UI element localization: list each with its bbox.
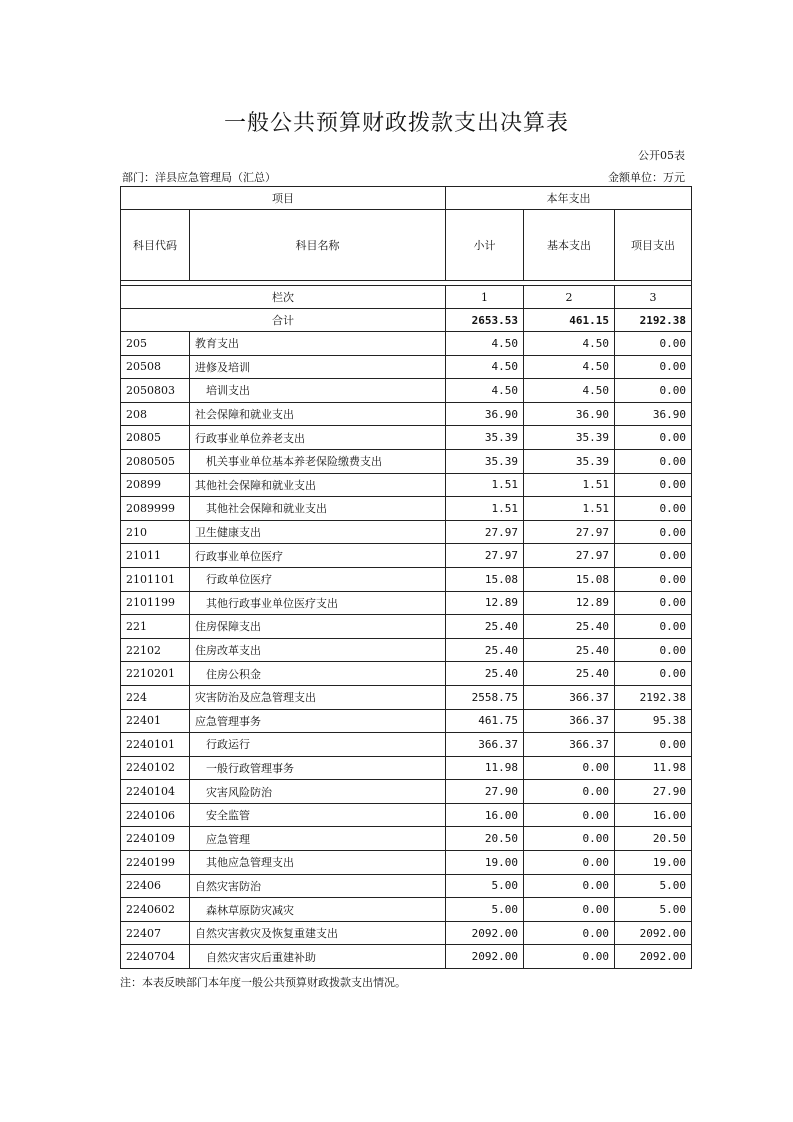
row-code: 2240104 (121, 780, 190, 804)
row-subtotal: 25.40 (446, 615, 524, 639)
row-project: 2192.38 (615, 685, 692, 709)
header-current-year: 本年支出 (446, 187, 692, 210)
table-row (121, 497, 692, 521)
row-basic: 1.51 (524, 473, 615, 497)
row-name: 一般行政管理事务 (190, 756, 446, 780)
row-project: 0.00 (615, 638, 692, 662)
table-row (121, 662, 692, 686)
row-subtotal: 35.39 (446, 449, 524, 473)
row-code: 21011 (121, 544, 190, 568)
row-name: 其他应急管理支出 (190, 851, 446, 875)
table-row (121, 520, 692, 544)
row-project: 2092.00 (615, 945, 692, 969)
row-name: 行政事业单位医疗 (190, 544, 446, 568)
row-code: 22406 (121, 874, 190, 898)
table-row (121, 733, 692, 757)
row-name: 住房改革支出 (190, 638, 446, 662)
row-basic: 0.00 (524, 851, 615, 875)
row-basic: 4.50 (524, 379, 615, 403)
table-row (121, 756, 692, 780)
row-basic: 0.00 (524, 921, 615, 945)
unit-label: 金额单位：万元 (608, 171, 685, 184)
row-project: 20.50 (615, 827, 692, 851)
row-basic: 366.37 (524, 733, 615, 757)
row-name: 其他社会保障和就业支出 (190, 497, 446, 521)
row-subtotal: 4.50 (446, 332, 524, 356)
row-basic: 25.40 (524, 615, 615, 639)
row-project: 0.00 (615, 662, 692, 686)
row-basic: 366.37 (524, 709, 615, 733)
table-row (121, 803, 692, 827)
table-row (121, 709, 692, 733)
row-project: 11.98 (615, 756, 692, 780)
row-basic: 0.00 (524, 803, 615, 827)
row-code: 2240704 (121, 945, 190, 969)
row-subtotal: 25.40 (446, 638, 524, 662)
row-code: 2101199 (121, 591, 190, 615)
row-name: 培训支出 (190, 379, 446, 403)
page-title: 一般公共预算财政拨款支出决算表 (223, 111, 569, 136)
row-name: 机关事业单位基本养老保险缴费支出 (190, 449, 446, 473)
total-subtotal: 2653.53 (446, 309, 524, 332)
row-basic: 4.50 (524, 355, 615, 379)
row-project: 0.00 (615, 473, 692, 497)
row-subtotal: 11.98 (446, 756, 524, 780)
row-code: 20805 (121, 426, 190, 450)
row-name: 行政事业单位养老支出 (190, 426, 446, 450)
row-project: 0.00 (615, 355, 692, 379)
header-row-2 (121, 210, 692, 281)
table-row (121, 591, 692, 615)
row-subtotal: 461.75 (446, 709, 524, 733)
row-name: 教育支出 (190, 332, 446, 356)
row-name: 行政单位医疗 (190, 567, 446, 591)
row-code: 20899 (121, 473, 190, 497)
header-item: 项目 (121, 187, 446, 210)
row-basic: 35.39 (524, 426, 615, 450)
row-basic: 366.37 (524, 685, 615, 709)
row-subtotal: 12.89 (446, 591, 524, 615)
row-name: 安全监管 (190, 803, 446, 827)
row-basic: 0.00 (524, 827, 615, 851)
row-name: 自然灾害灾后重建补助 (190, 945, 446, 969)
lanci-col-2: 2 (524, 286, 615, 309)
header-row-1 (121, 187, 692, 210)
row-project: 0.00 (615, 497, 692, 521)
row-name: 住房保障支出 (190, 615, 446, 639)
row-code: 20508 (121, 355, 190, 379)
row-basic: 4.50 (524, 332, 615, 356)
row-subtotal: 27.90 (446, 780, 524, 804)
row-project: 5.00 (615, 898, 692, 922)
row-subtotal: 5.00 (446, 898, 524, 922)
row-code: 205 (121, 332, 190, 356)
row-code: 2240109 (121, 827, 190, 851)
row-name: 行政运行 (190, 733, 446, 757)
row-code: 22102 (121, 638, 190, 662)
table-row (121, 638, 692, 662)
row-basic: 0.00 (524, 945, 615, 969)
row-project: 0.00 (615, 615, 692, 639)
row-name: 应急管理事务 (190, 709, 446, 733)
department-label: 部门：洋县应急管理局（汇总） (122, 171, 276, 184)
row-subtotal: 5.00 (446, 874, 524, 898)
row-name: 自然灾害救灾及恢复重建支出 (190, 921, 446, 945)
row-subtotal: 27.97 (446, 520, 524, 544)
lanci-col-1: 1 (446, 286, 524, 309)
row-subtotal: 35.39 (446, 426, 524, 450)
row-subtotal: 2558.75 (446, 685, 524, 709)
table-row (121, 355, 692, 379)
row-code: 22401 (121, 709, 190, 733)
row-name: 森林草原防灾减灾 (190, 898, 446, 922)
table-row (121, 780, 692, 804)
row-code: 2240602 (121, 898, 190, 922)
form-number: 公开05表 (638, 149, 685, 162)
row-basic: 0.00 (524, 898, 615, 922)
row-basic: 0.00 (524, 756, 615, 780)
header-code: 科目代码 (121, 210, 190, 281)
row-basic: 12.89 (524, 591, 615, 615)
row-code: 224 (121, 685, 190, 709)
lanci-label: 栏次 (121, 286, 446, 309)
row-project: 2092.00 (615, 921, 692, 945)
table-row (121, 426, 692, 450)
row-code: 2050803 (121, 379, 190, 403)
total-label: 合计 (121, 309, 446, 332)
total-basic: 461.15 (524, 309, 615, 332)
row-code: 210 (121, 520, 190, 544)
header-basic: 基本支出 (524, 210, 615, 281)
row-project: 0.00 (615, 733, 692, 757)
row-project: 36.90 (615, 402, 692, 426)
total-project: 2192.38 (615, 309, 692, 332)
row-code: 208 (121, 402, 190, 426)
row-subtotal: 36.90 (446, 402, 524, 426)
expenditure-table (120, 186, 692, 969)
header-subtotal: 小计 (446, 210, 524, 281)
table-row (121, 685, 692, 709)
row-name: 卫生健康支出 (190, 520, 446, 544)
row-project: 0.00 (615, 520, 692, 544)
row-subtotal: 20.50 (446, 827, 524, 851)
header-project: 项目支出 (615, 210, 692, 281)
row-name: 灾害风险防治 (190, 780, 446, 804)
row-basic: 27.97 (524, 520, 615, 544)
table-row (121, 851, 692, 875)
row-code: 2240199 (121, 851, 190, 875)
row-basic: 27.97 (524, 544, 615, 568)
row-basic: 35.39 (524, 449, 615, 473)
row-code: 2080505 (121, 449, 190, 473)
footnote: 注：本表反映部门本年度一般公共预算财政拨款支出情况。 (120, 976, 406, 989)
row-name: 灾害防治及应急管理支出 (190, 685, 446, 709)
table-row (121, 874, 692, 898)
row-project: 5.00 (615, 874, 692, 898)
row-name: 应急管理 (190, 827, 446, 851)
row-basic: 0.00 (524, 874, 615, 898)
row-subtotal: 4.50 (446, 379, 524, 403)
row-subtotal: 4.50 (446, 355, 524, 379)
row-code: 22407 (121, 921, 190, 945)
table-row (121, 402, 692, 426)
table-row (121, 379, 692, 403)
row-basic: 36.90 (524, 402, 615, 426)
table-row (121, 567, 692, 591)
row-project: 0.00 (615, 591, 692, 615)
row-basic: 25.40 (524, 662, 615, 686)
table-row (121, 544, 692, 568)
table-row (121, 921, 692, 945)
row-subtotal: 15.08 (446, 567, 524, 591)
row-subtotal: 366.37 (446, 733, 524, 757)
row-name: 其他社会保障和就业支出 (190, 473, 446, 497)
row-name: 自然灾害防治 (190, 874, 446, 898)
row-subtotal: 25.40 (446, 662, 524, 686)
row-subtotal: 2092.00 (446, 945, 524, 969)
row-project: 16.00 (615, 803, 692, 827)
row-name: 进修及培训 (190, 355, 446, 379)
row-code: 2101101 (121, 567, 190, 591)
row-basic: 1.51 (524, 497, 615, 521)
row-basic: 0.00 (524, 780, 615, 804)
row-subtotal: 16.00 (446, 803, 524, 827)
lanci-col-3: 3 (615, 286, 692, 309)
row-code: 2240106 (121, 803, 190, 827)
table-row (121, 898, 692, 922)
row-subtotal: 1.51 (446, 473, 524, 497)
total-row (121, 309, 692, 332)
table-row (121, 827, 692, 851)
table-row (121, 945, 692, 969)
row-project: 0.00 (615, 449, 692, 473)
row-subtotal: 1.51 (446, 497, 524, 521)
row-project: 0.00 (615, 567, 692, 591)
row-name: 其他行政事业单位医疗支出 (190, 591, 446, 615)
row-code: 2210201 (121, 662, 190, 686)
row-subtotal: 2092.00 (446, 921, 524, 945)
row-project: 0.00 (615, 426, 692, 450)
row-project: 0.00 (615, 544, 692, 568)
row-code: 2240102 (121, 756, 190, 780)
row-subtotal: 27.97 (446, 544, 524, 568)
row-project: 27.90 (615, 780, 692, 804)
row-code: 2240101 (121, 733, 190, 757)
table-row (121, 473, 692, 497)
row-code: 2089999 (121, 497, 190, 521)
row-name: 住房公积金 (190, 662, 446, 686)
row-name: 社会保障和就业支出 (190, 402, 446, 426)
row-project: 0.00 (615, 332, 692, 356)
header-name: 科目名称 (190, 210, 446, 281)
row-project: 95.38 (615, 709, 692, 733)
row-basic: 15.08 (524, 567, 615, 591)
row-project: 19.00 (615, 851, 692, 875)
row-project: 0.00 (615, 379, 692, 403)
table-row (121, 615, 692, 639)
row-code: 221 (121, 615, 190, 639)
lanci-row (121, 286, 692, 309)
table-row (121, 449, 692, 473)
row-basic: 25.40 (524, 638, 615, 662)
row-subtotal: 19.00 (446, 851, 524, 875)
table-row (121, 332, 692, 356)
